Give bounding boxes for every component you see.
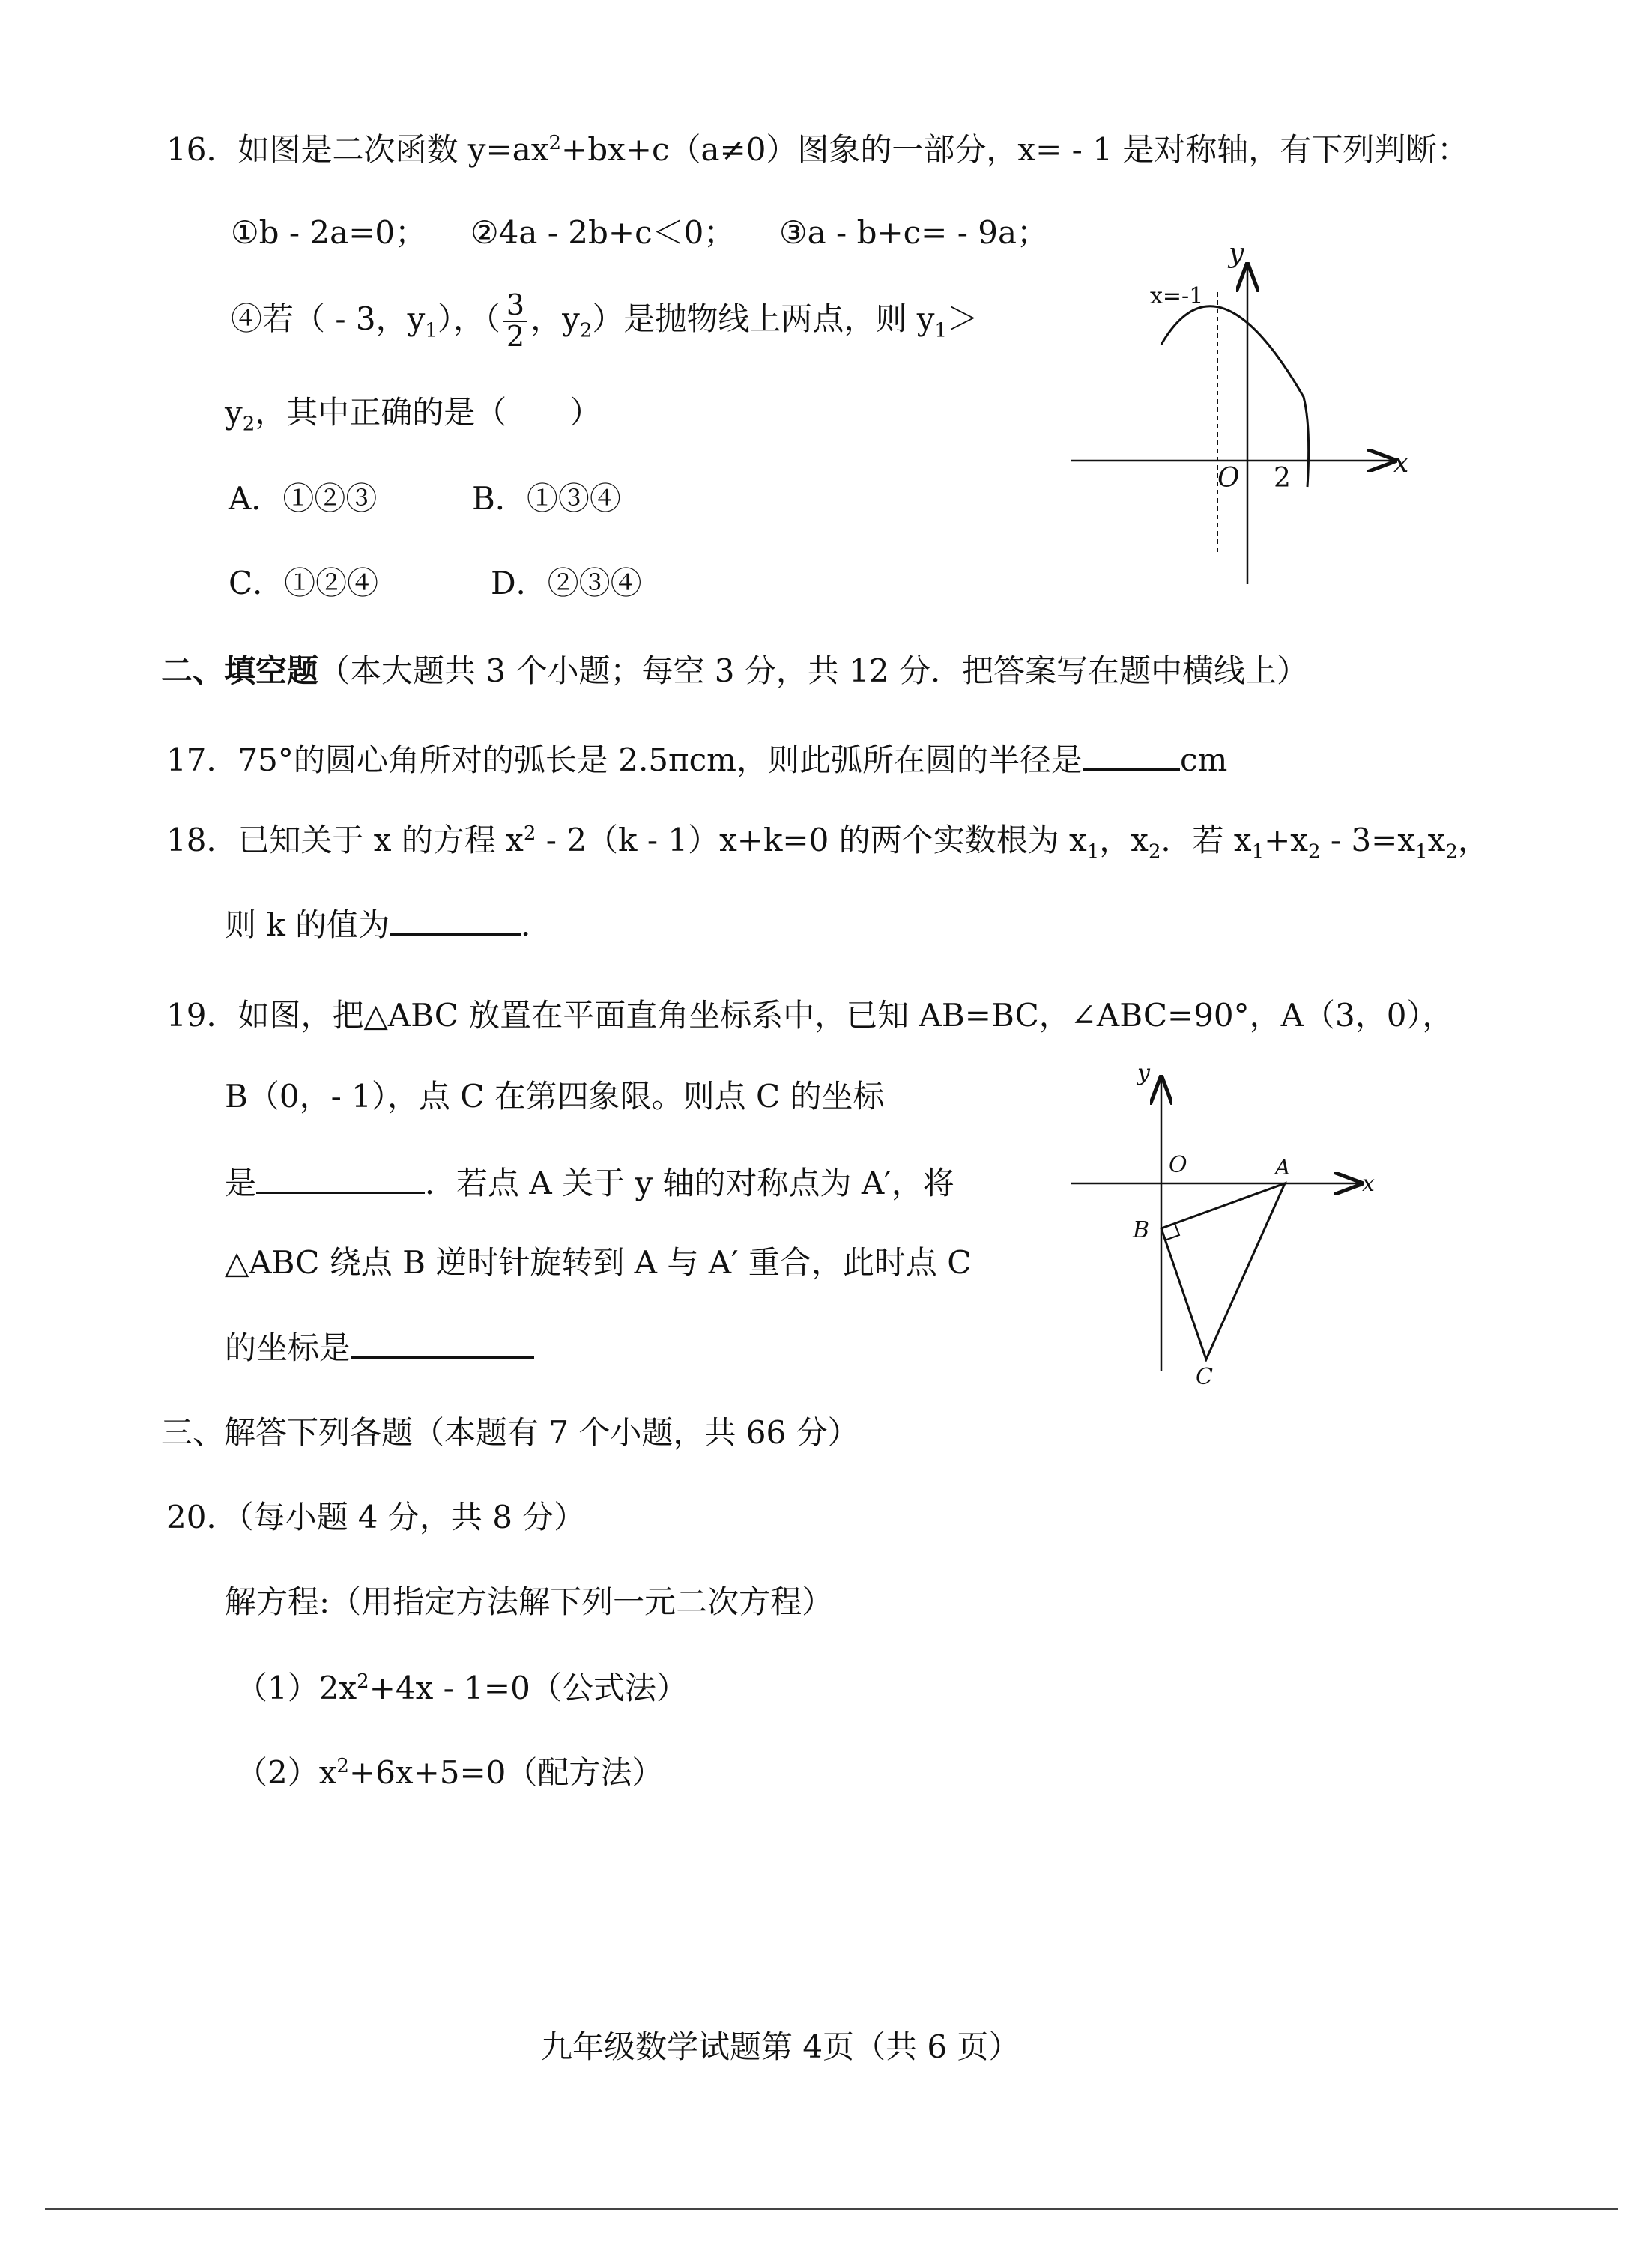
fig16-symmetry-label: x=-1 [1150,283,1204,309]
fig19-point-a: A [1275,1155,1291,1180]
q19-line2: B（0，- 1），点 C 在第四象限。则点 C 的坐标 [225,1078,885,1115]
fig16-tick-2: 2 [1274,463,1291,494]
q16-judgement-4: ④若（ - 3，$y_1$），（ $\frac{3}{2}$ ，$y_2$）是抛物线上两点，则 $y_1>$ [231,288,979,353]
q16-option-d: D．②③④ [491,565,642,601]
q19-answer-blank-2[interactable] [351,1329,534,1359]
q16-judgement-4-cont: $y_2$，其中正确的是（ ） [225,394,602,436]
q16-judgement-1: ①b - 2a=0； [231,214,427,251]
section-3-heading: 三、解答下列各题（本题有 7 个小题，共 66 分） [161,1414,859,1451]
q16-judgement-2: ②4a - 2b+c＜0； [470,214,736,251]
fig16-x-label: x [1393,448,1409,479]
fig16-y-label: y [1229,247,1244,269]
section-2-heading: 二、填空题（本大题共 3 个小题；每空 3 分，共 12 分．把答案写在题中横线上） [161,652,1309,689]
q19-line5: 的坐标是 [225,1329,534,1364]
fig19-y-label: y [1137,1064,1150,1086]
q19-line1: 19．如图，把△ABC 放置在平面直角坐标系中，已知 AB=BC，∠ABC=90°，A（3，0）， [166,997,1454,1034]
fig19-point-c: C [1196,1364,1213,1386]
q20-part-1: $(1)2x^2+4x - 1=0$（公式法） [236,1670,688,1706]
q20-header: 20．（每小题 4 分，共 8 分） [166,1499,586,1535]
q16-option-a: A．①②③ [229,480,378,517]
fig19-origin-label: O [1169,1152,1187,1178]
q19-line3: 是 ．若点 A 关于 y 轴的对称点为 A′，将 [225,1165,954,1201]
q18-answer-blank[interactable] [390,906,521,936]
q16-option-b: B．①③④ [472,480,621,517]
q18-text: 18．已知关于 x 的方程 $x^2 - 2(k - 1)x+k=0$ 的两个实数根为 $x_1$，$x_2$．若 $x_1+x_2 - 3=x_1x_2$， [166,822,1489,864]
scan-bottom-line [45,2208,1618,2210]
q16-judgement-3: ③a - b+c= - 9a； [779,214,1049,251]
q20-intro: 解方程:（用指定方法解下列一元二次方程） [225,1583,834,1620]
q19-answer-blank-1[interactable] [256,1165,425,1194]
fraction-three-halves: $\frac{3}{2}$ [503,291,527,352]
page-footer: 九年级数学试题第 4页（共 6 页） [541,2028,1020,2065]
fig16-origin-label: O [1217,463,1240,494]
fig19-x-label: x [1362,1171,1375,1197]
q19-line4: △ABC 绕点 B 逆时针旋转到 A 与 A′ 重合，此时点 C [225,1244,972,1281]
fig19-point-b: B [1133,1217,1150,1243]
q20-part-2: $(2)x^2+6x+5=0$（配方法） [236,1754,664,1791]
q18-line2: 则 k 的值为 ． [225,906,553,943]
triangle-abc [1161,1183,1285,1359]
q17-text: 17．75°的圆心角所对的弧长是 2.5πcm，则此弧所在圆的半径是 cm [166,742,1228,778]
q16-option-c: C．①②④ [229,565,379,601]
q19-triangle-figure [1064,1064,1379,1386]
q16-stem: 16．如图是二次函数 $y=ax^2+bx+c(a\ne 0)$图象的一部分，x= - 1 是对称轴，有下列判断： [166,131,1469,168]
q17-answer-blank[interactable] [1083,742,1180,771]
q16-parabola-figure [1064,247,1423,599]
